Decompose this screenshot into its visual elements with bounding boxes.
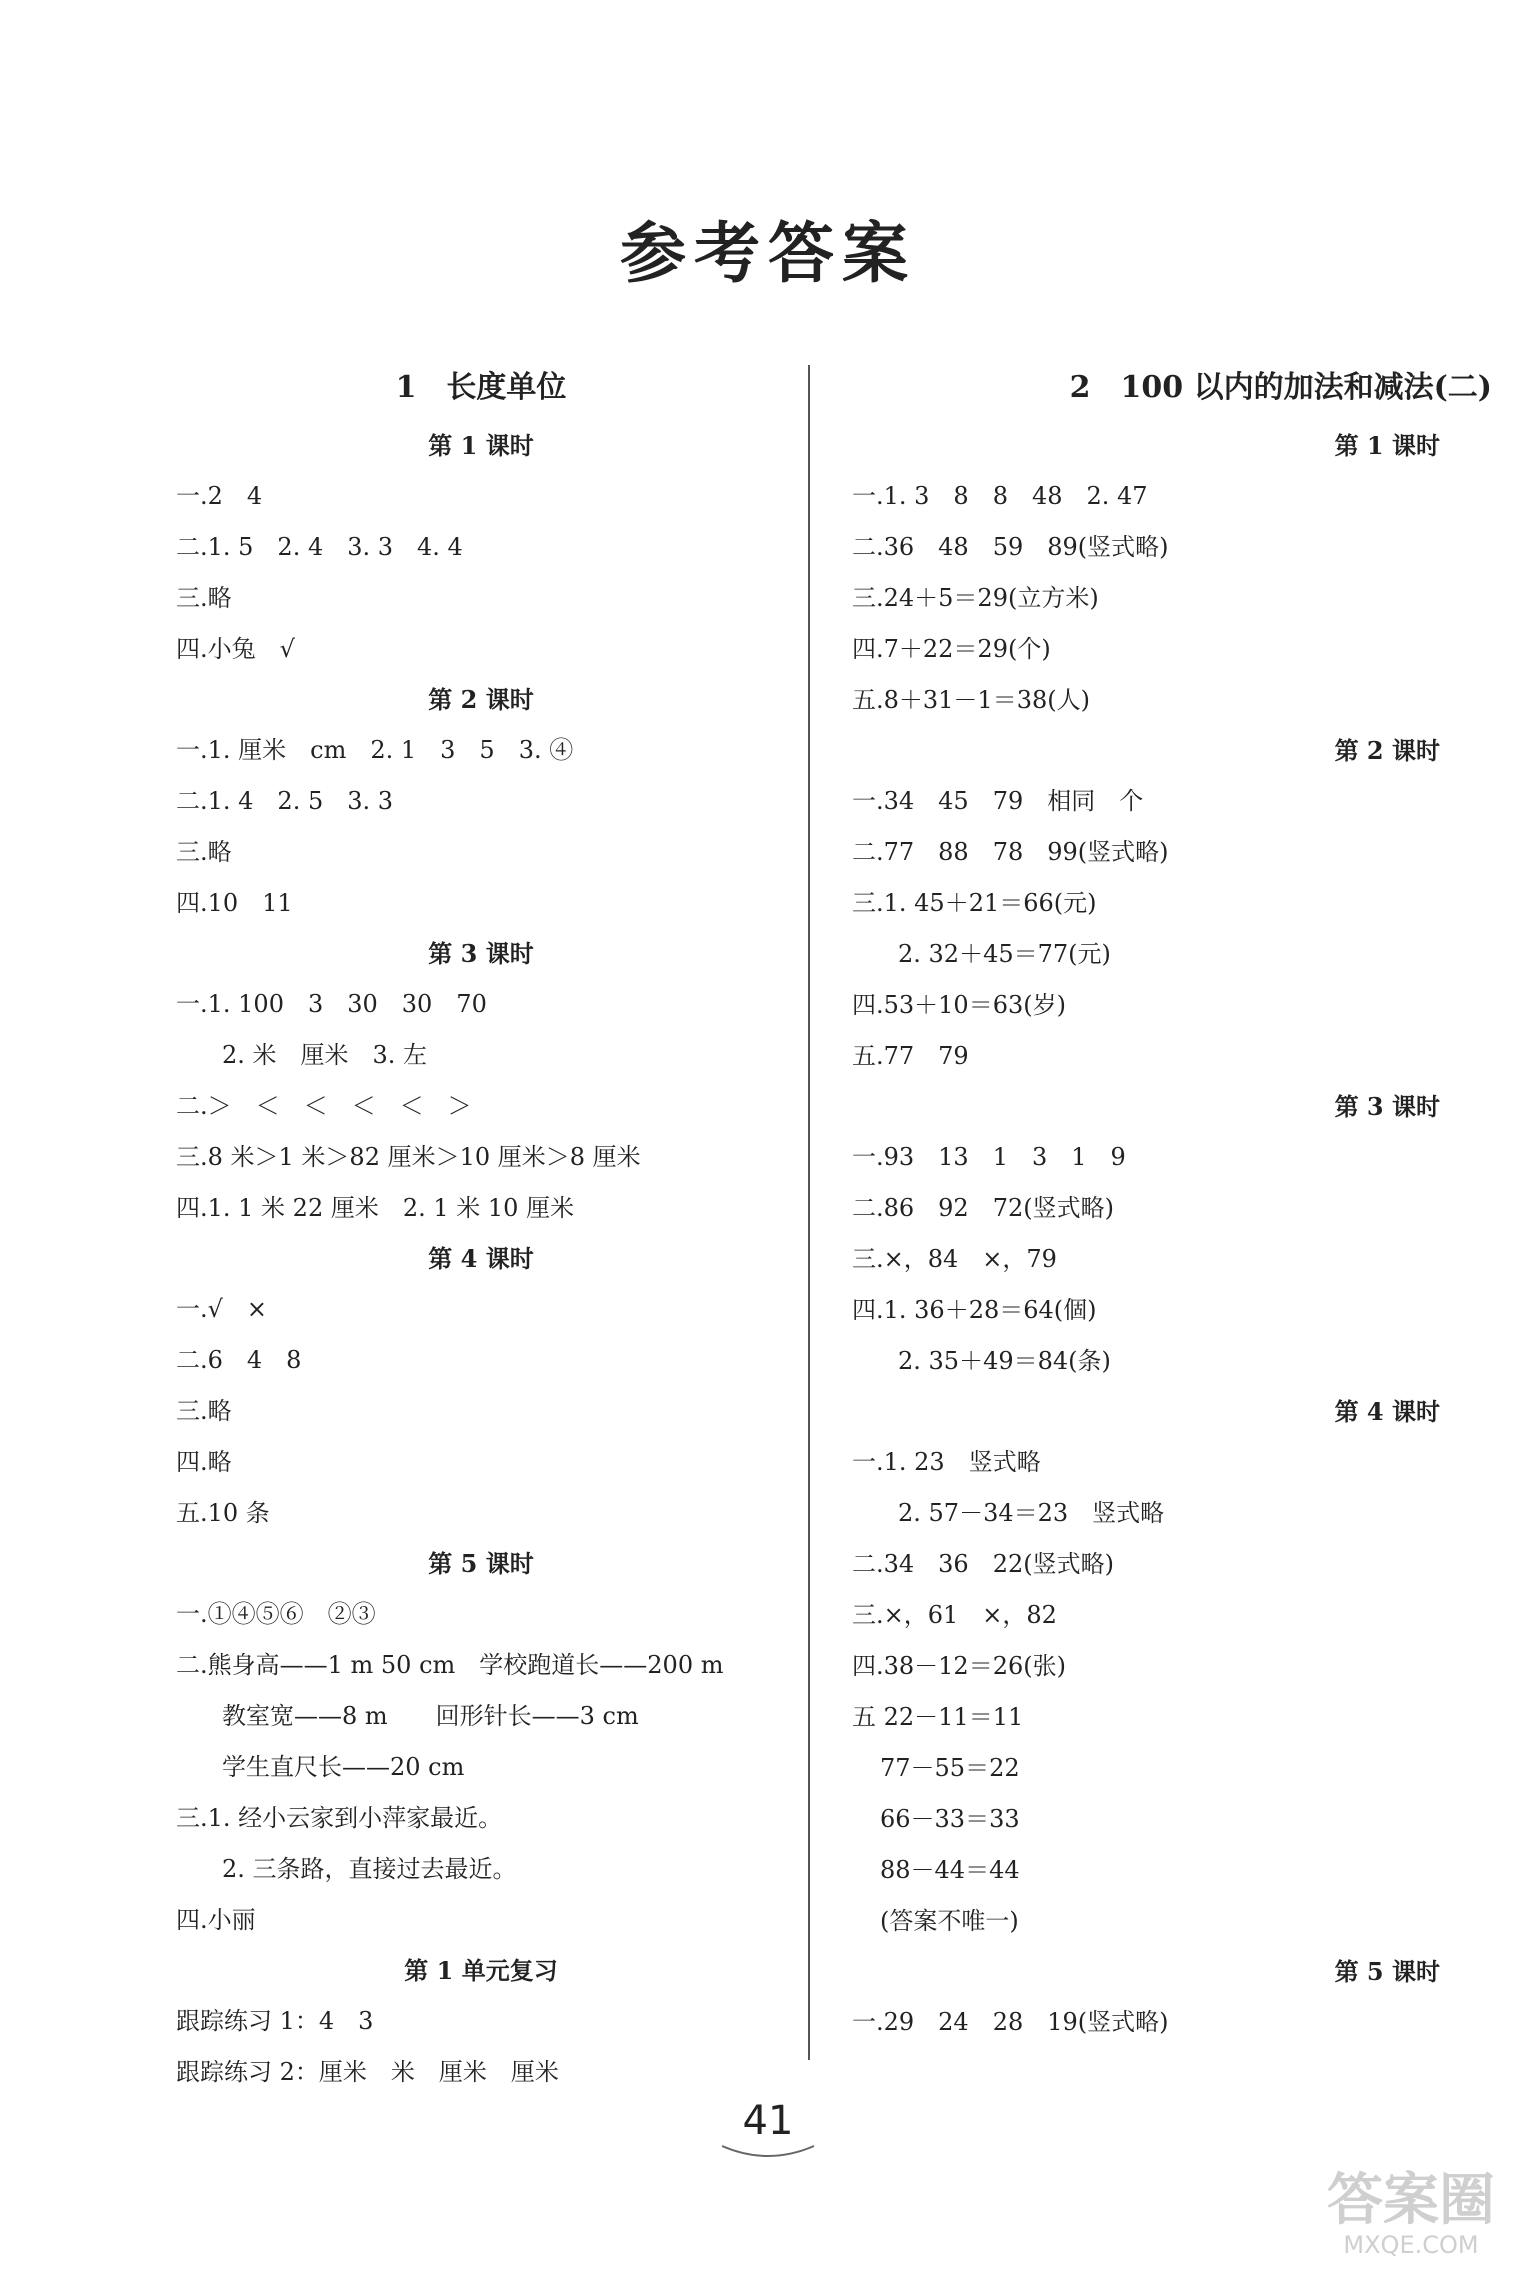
- answer-line: 2. 57－34＝23 竖式略: [898, 1499, 1165, 1527]
- answer-line: 五.10 条: [176, 1499, 270, 1527]
- answer-line: 一.34 45 79 相同 个: [852, 787, 1144, 815]
- answer-line: 三.略: [176, 1397, 232, 1425]
- answer-line: 一.1. 23 竖式略: [852, 1448, 1041, 1476]
- page-number: 41: [742, 2098, 794, 2144]
- answer-line: 一.1. 100 3 30 30 70: [176, 990, 487, 1018]
- answer-line: 2. 三条路，直接过去最近。: [222, 1855, 517, 1883]
- answer-line: 学生直尺长——20 cm: [222, 1753, 465, 1781]
- answer-line: 跟踪练习 2：厘米 米 厘米 厘米: [176, 2058, 559, 2086]
- page-number-swoosh: [718, 2140, 818, 2164]
- answer-line: 二.34 36 22(竖式略): [852, 1550, 1114, 1578]
- lesson-title: 第 5 课时: [1334, 1957, 1440, 1986]
- lesson-title: 第 1 单元复习: [404, 1956, 558, 1985]
- lesson-title: 第 3 课时: [428, 939, 534, 968]
- answer-line: 四.1. 1 米 22 厘米 2. 1 米 10 厘米: [176, 1194, 575, 1222]
- answer-line: 四.略: [176, 1448, 232, 1476]
- answer-line: 77－55＝22: [880, 1754, 1020, 1782]
- answer-line: 二.36 48 59 89(竖式略): [852, 533, 1169, 561]
- answer-line: 三.略: [176, 838, 232, 866]
- answer-line: 五.8＋31－1＝38(人): [852, 686, 1090, 714]
- unit-title: 1 长度单位: [395, 370, 567, 405]
- answer-line: 二.1. 5 2. 4 3. 3 4. 4: [176, 533, 463, 561]
- answer-line: 三.8 米＞1 米＞82 厘米＞10 厘米＞8 厘米: [176, 1143, 641, 1171]
- answer-line: 二.6 4 8: [176, 1346, 302, 1374]
- answer-line: 四.53＋10＝63(岁): [852, 991, 1066, 1019]
- answer-line: 二.＞ ＜ ＜ ＜ ＜ ＞: [176, 1092, 472, 1120]
- answer-line: 三.1. 45＋21＝66(元): [852, 889, 1097, 917]
- lesson-title: 第 3 课时: [1334, 1092, 1440, 1121]
- answer-line: 五.77 79: [852, 1042, 969, 1070]
- lesson-title: 第 1 课时: [428, 431, 534, 460]
- watermark: [1306, 2168, 1516, 2259]
- answer-line: 三.1. 经小云家到小萍家最近。: [176, 1804, 503, 1832]
- page-title: 参考答案: [620, 215, 916, 292]
- answer-line: 三.×，84 ×，79: [852, 1245, 1057, 1273]
- answer-line: 二.77 88 78 99(竖式略): [852, 838, 1169, 866]
- answer-line: 66－33＝33: [880, 1805, 1020, 1833]
- answer-line: 四.小丽: [176, 1906, 256, 1934]
- answer-line: 一.1. 厘米 cm 2. 1 3 5 3. ④: [176, 736, 574, 764]
- answer-line: 二.86 92 72(竖式略): [852, 1194, 1114, 1222]
- answer-line: 一.93 13 1 3 1 9: [852, 1143, 1126, 1171]
- answer-line: 2. 32＋45＝77(元): [898, 940, 1111, 968]
- answer-line: 一.1. 3 8 8 48 2. 47: [852, 482, 1148, 510]
- answer-line: 二.熊身高——1 m 50 cm 学校跑道长——200 m: [176, 1651, 724, 1679]
- answer-line: 三.24＋5＝29(立方米): [852, 584, 1099, 612]
- watermark-url: MXQE.COM: [1343, 2231, 1479, 2259]
- answer-line: 2. 米 厘米 3. 左: [222, 1041, 428, 1069]
- answer-line: 三.略: [176, 584, 232, 612]
- answer-line: 四.小兔 √: [176, 635, 295, 663]
- answer-line: 一.29 24 28 19(竖式略): [852, 2008, 1169, 2036]
- lesson-title: 第 2 课时: [1334, 736, 1440, 765]
- answer-line: (答案不唯一): [880, 1907, 1019, 1935]
- column-divider: [808, 365, 810, 2060]
- answer-line: 三.×，61 ×，82: [852, 1601, 1057, 1629]
- answer-line: 四.38－12＝26(张): [852, 1652, 1066, 1680]
- answer-line: 五 22－11＝11: [852, 1703, 1024, 1731]
- answer-line: 四.7＋22＝29(个): [852, 635, 1051, 663]
- answer-line: 四.10 11: [176, 889, 293, 917]
- answer-line: 88－44＝44: [880, 1856, 1020, 1884]
- watermark-logo: 答案圈: [1327, 2168, 1495, 2233]
- answer-line: 跟踪练习 1：4 3: [176, 2007, 374, 2035]
- lesson-title: 第 4 课时: [1334, 1397, 1440, 1426]
- right-column: [852, 355, 1492, 2048]
- lesson-title: 第 2 课时: [428, 685, 534, 714]
- answer-line: 一.2 4: [176, 482, 263, 510]
- lesson-title: 第 5 课时: [428, 1549, 534, 1578]
- answer-line: 2. 35＋49＝84(条): [898, 1347, 1111, 1375]
- left-column: [176, 355, 786, 2098]
- lesson-title: 第 1 课时: [1334, 431, 1440, 460]
- answer-line: 教室宽——8 m 回形针长——3 cm: [222, 1702, 639, 1730]
- unit-title: 2 100 以内的加法和减法(二): [1069, 370, 1492, 405]
- answer-line: 一.√ ×: [176, 1295, 268, 1323]
- answer-line: 二.1. 4 2. 5 3. 3: [176, 787, 394, 815]
- answer-line: 四.1. 36＋28＝64(個): [852, 1296, 1097, 1324]
- lesson-title: 第 4 课时: [428, 1244, 534, 1273]
- answer-line: 一.①④⑤⑥ ②③: [176, 1600, 376, 1628]
